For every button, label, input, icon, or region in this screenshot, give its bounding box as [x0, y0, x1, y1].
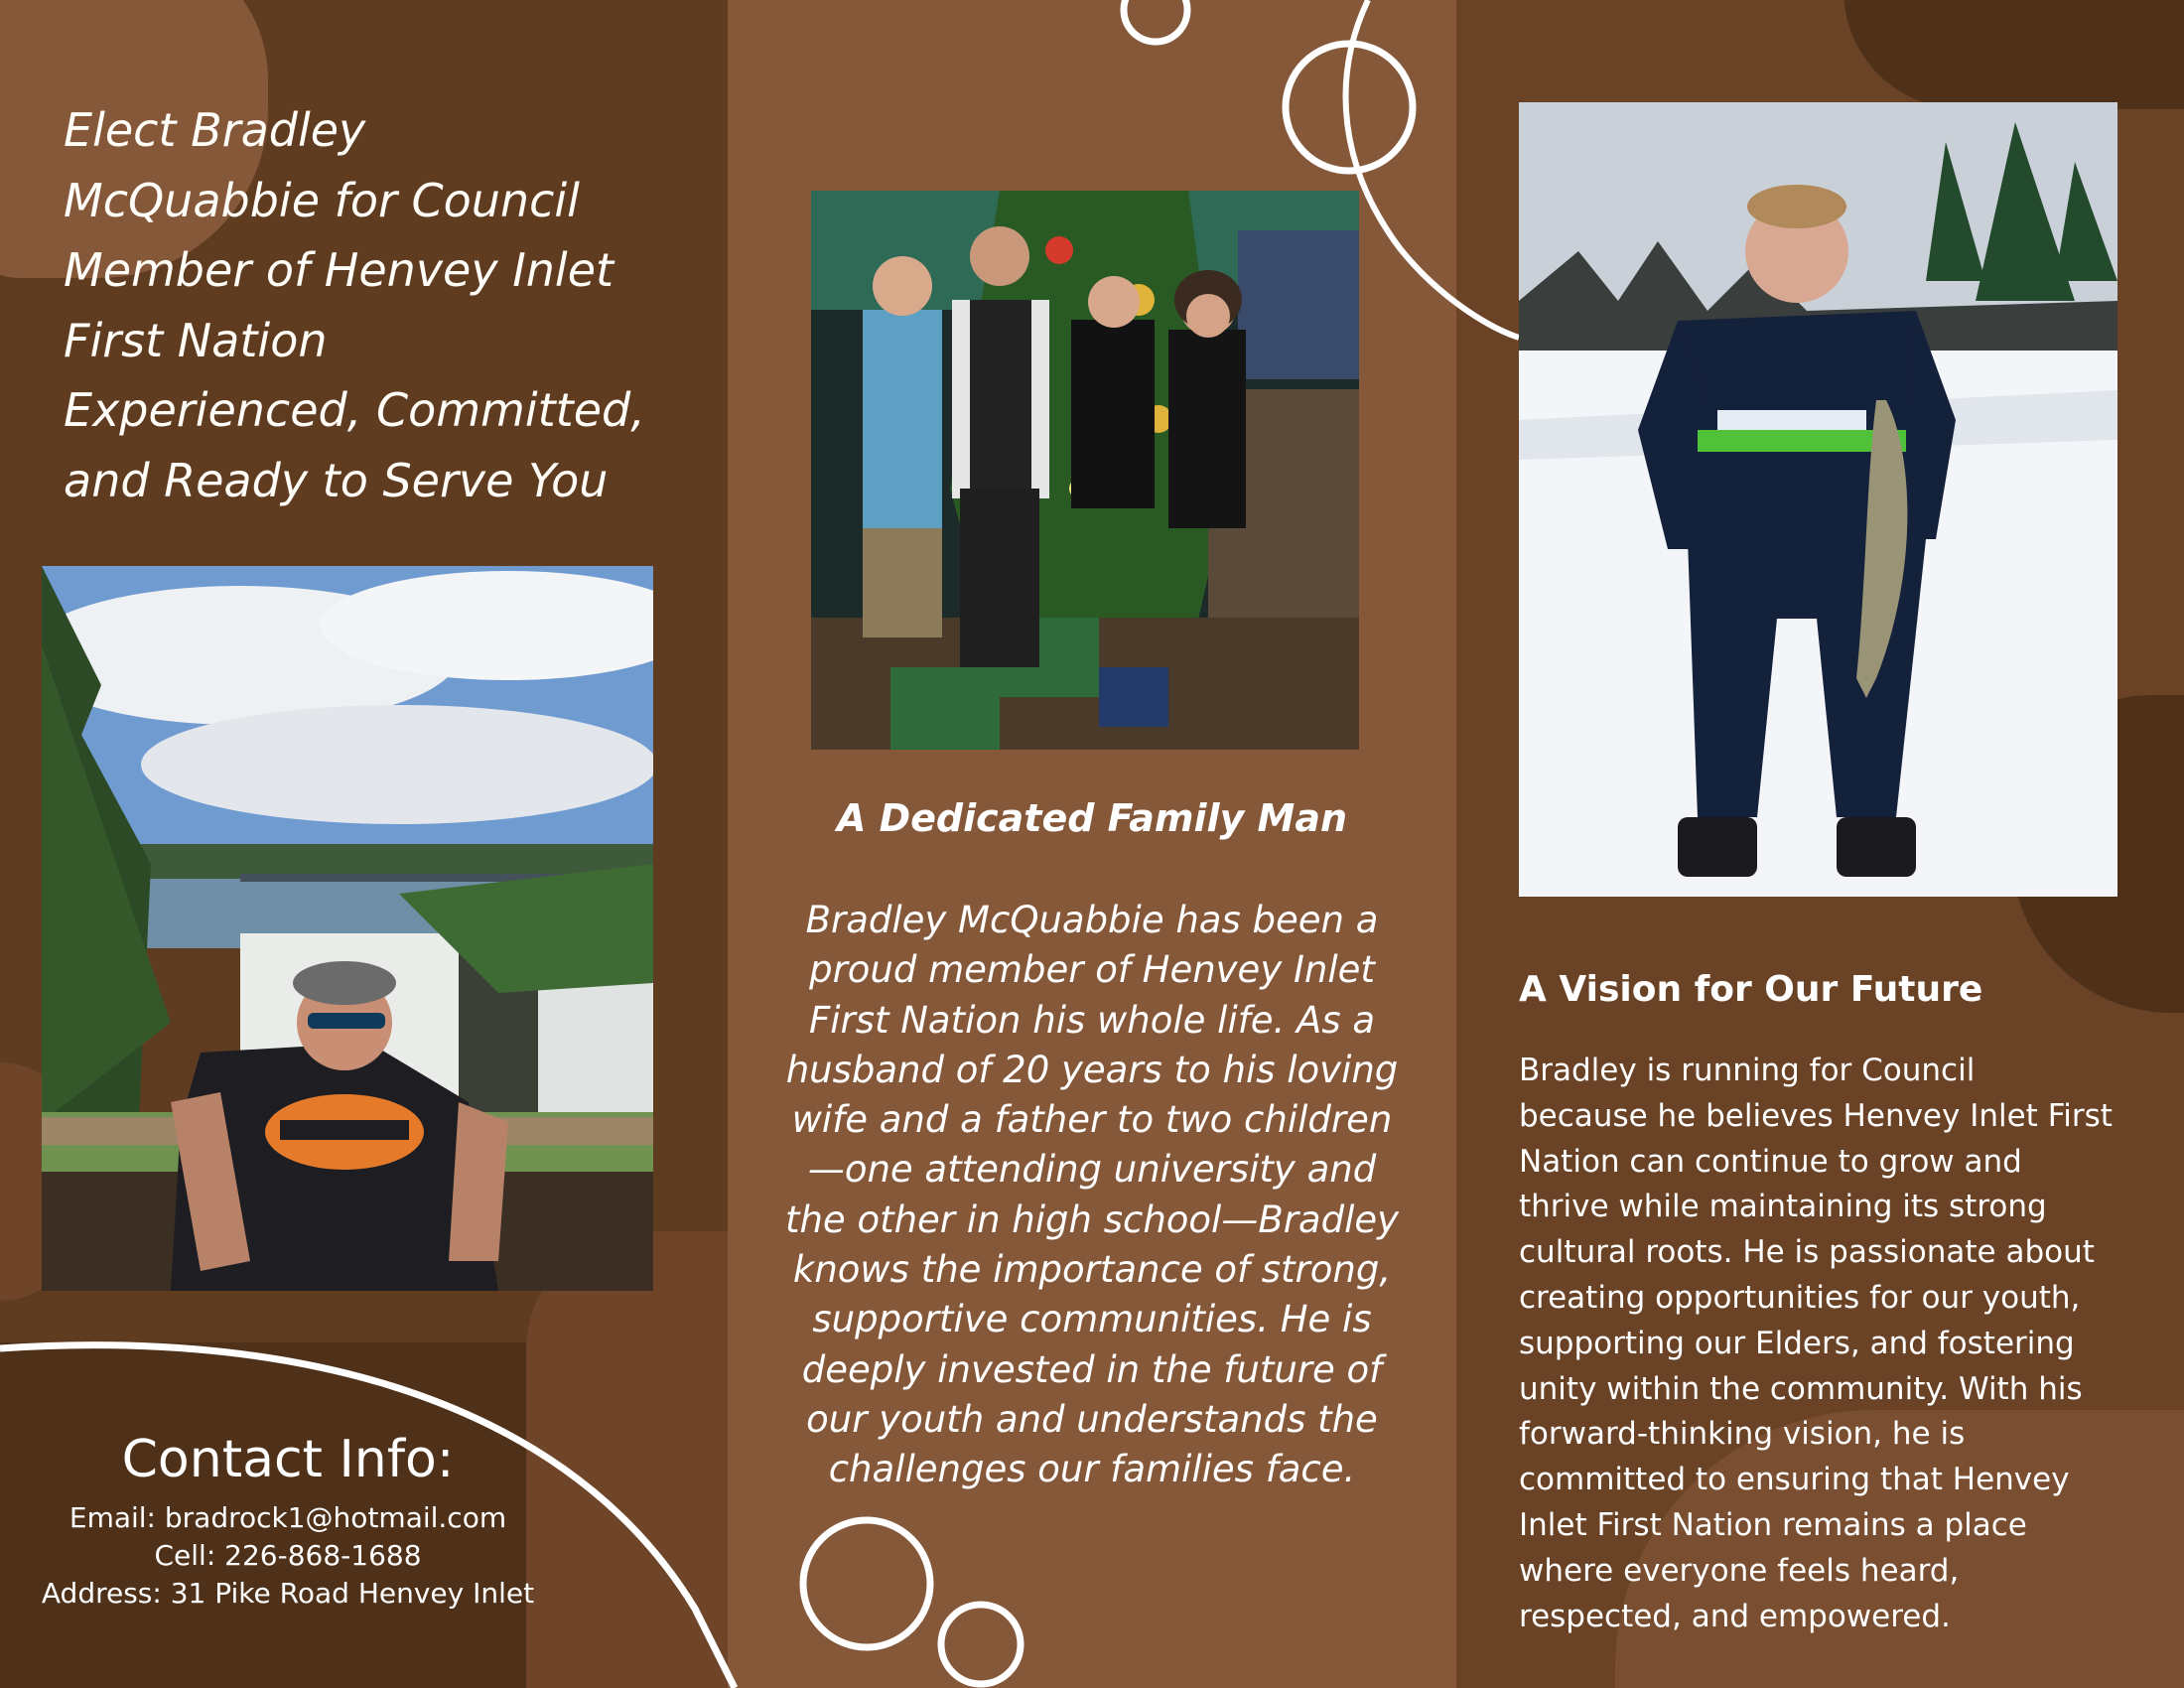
photo-family	[811, 191, 1359, 750]
section-body-vision: Bradley is running for Council because he believes Henvey Inlet First Nation can continue to grow and thrive while maintaining its strong cultural roots. He is passionate about creating opportunities for our youth, supporting our Elders, and fostering unity within the community. With his forward-thinking vision, he is committed to ensuring that Henvey Inlet First Nation remains a place where everyone feels heard, respected, and empowered.	[1519, 1053, 2113, 1634]
photo-ice-fishing	[1519, 102, 2117, 897]
section-body-family: Bradley McQuabbie has been a proud member of Henvey Inlet First Nation his whole life. As a husband of 20 years to his loving wife and a father to two children —one attending university and the other in high school—Bradley knows the importance of strong, supportive communities. He is deeply invested in the future of our youth and understands the challenges our families face.	[784, 899, 1400, 1491]
section-heading-vision: A Vision for Our Future	[1519, 969, 1983, 1010]
contact-address: Address: 31 Pike Road Henvey Inlet	[41, 1577, 535, 1610]
contact-cell: Cell: 226-868-1688	[154, 1539, 422, 1572]
decorative-blob-top-right	[1843, 0, 2184, 109]
contact-email: Email: bradrock1@hotmail.com	[68, 1501, 507, 1534]
section-heading-family: A Dedicated Family Man	[836, 796, 1348, 840]
campaign-headline: Elect Bradley McQuabbie for Council Member of Henvey Inlet First Nation Experienced, Committed, and Ready to Serve You	[64, 103, 645, 507]
photo-waterfall-portrait	[42, 566, 653, 1291]
contact-title: Contact Info:	[121, 1430, 455, 1489]
